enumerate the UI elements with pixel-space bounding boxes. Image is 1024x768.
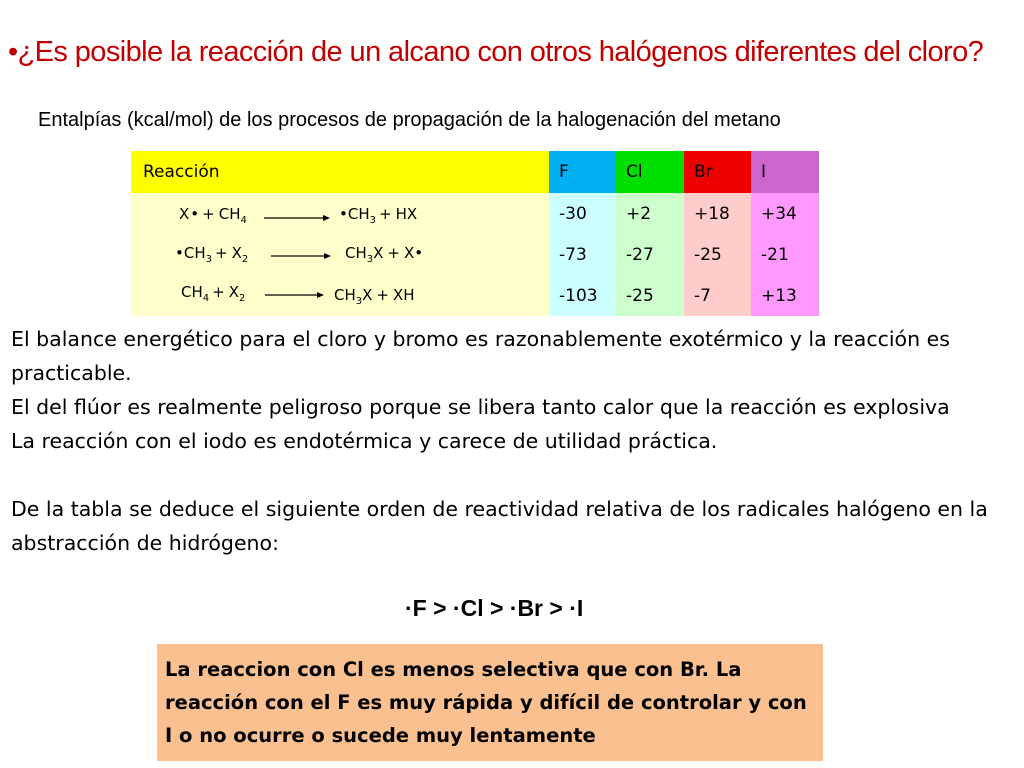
paragraph-reactivity: De la tabla se deduce el siguiente orden de reactividad relativa de los radicales halógeno en la abstracción de hidrógeno: — [11, 497, 988, 555]
table-row — [131, 193, 819, 234]
header-i: I — [751, 151, 819, 193]
arrow-head — [323, 215, 330, 221]
reaction-equation-3 — [131, 275, 537, 316]
reaction-lhs: X• + $CH_4$ — [179, 205, 247, 226]
value-i: +13 — [751, 275, 819, 316]
reaction-rhs: $CH_3X$ + XH — [334, 286, 415, 307]
value-f: -73 — [549, 234, 616, 275]
arrow-head — [324, 253, 331, 259]
table-row — [131, 234, 819, 275]
paragraph-fluorine: El del flúor es realmente peligroso porque se libera tanto calor que la reacción es explosiva — [11, 395, 950, 419]
value-br: +18 — [684, 193, 751, 234]
reaction-cell — [131, 234, 549, 275]
paragraph-iodine: La reacción con el iodo es endotérmica y carece de utilidad práctica. — [11, 429, 718, 453]
table-header-row — [131, 151, 819, 193]
value-i: -21 — [751, 234, 819, 275]
value-br: -7 — [684, 275, 751, 316]
header-reaction: Reacción — [131, 151, 549, 193]
reaction-lhs: $CH_4 + X_2$ — [181, 283, 246, 304]
value-f: -103 — [549, 275, 616, 316]
paragraph-spacer — [11, 458, 1011, 492]
reaction-equation-1 — [131, 193, 537, 234]
explanation-text — [11, 322, 1011, 560]
reaction-cell — [131, 193, 549, 234]
slide-title: •¿Es posible la reacción de un alcano con otros halógenos diferentes del cloro? — [8, 36, 984, 68]
header-br: Br — [684, 151, 751, 193]
header-cl: Cl — [616, 151, 684, 193]
value-br: -25 — [684, 234, 751, 275]
selectivity-callout: La reaccion con Cl es menos selectiva que con Br. La reacción con el F es muy rápida y difícil de controlar y con I o no ocurre o sucede muy lentamente — [157, 644, 823, 761]
enthalpy-table — [131, 151, 819, 316]
paragraph-chlorine-bromine: El balance energético para el cloro y bromo es razonablemente exotérmico y la reacción es practicable. — [11, 327, 950, 385]
value-cl: +2 — [616, 193, 684, 234]
header-f: F — [549, 151, 616, 193]
arrow-head — [317, 292, 324, 298]
reaction-rhs: $CH_3X$ + X• — [345, 244, 424, 265]
table-caption: Entalpías (kcal/mol) de los procesos de propagación de la halogenación del metano — [38, 109, 781, 131]
reaction-cell — [131, 275, 549, 316]
reaction-equation-2 — [131, 234, 537, 275]
value-i: +34 — [751, 193, 819, 234]
table-row — [131, 275, 819, 316]
reaction-lhs: $•CH_3 + X_2$ — [175, 244, 249, 265]
reactivity-order: ·F > ·Cl > ·Br > ·I — [405, 595, 584, 621]
value-f: -30 — [549, 193, 616, 234]
reaction-rhs: $•CH_3$ + HX — [339, 205, 418, 226]
value-cl: -27 — [616, 234, 684, 275]
value-cl: -25 — [616, 275, 684, 316]
